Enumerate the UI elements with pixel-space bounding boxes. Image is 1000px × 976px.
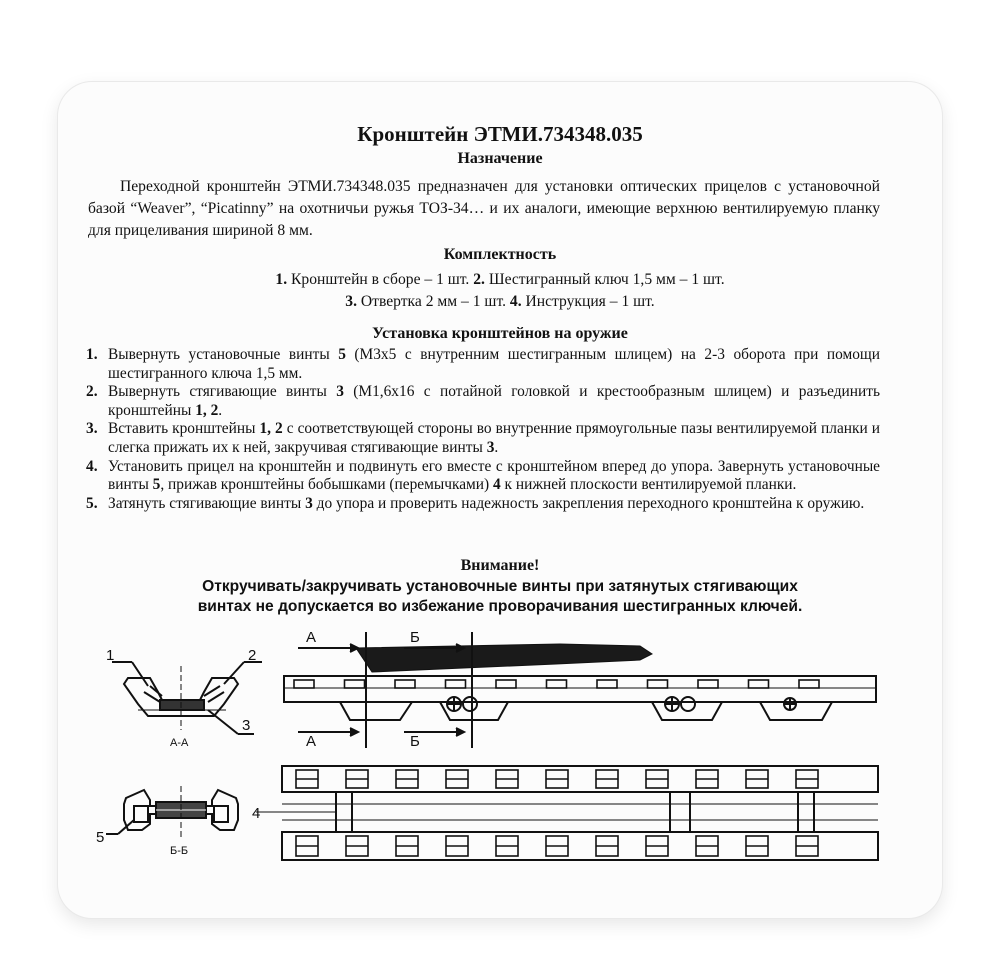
warning-line-2: винтах не допускается во избежание проворачивания шестигранных ключей. [197, 598, 803, 615]
section-aa-drawing [112, 662, 262, 734]
step-number: 3. [86, 420, 98, 438]
kit-item-4-text: Инструкция – 1 шт. [521, 293, 655, 310]
rail-slot-cell [294, 680, 314, 688]
rail-slot-cell [547, 680, 567, 688]
kit-item-1-num: 1. [275, 271, 288, 288]
bracket-side-shapes [340, 702, 832, 720]
callout-1: 1 [106, 647, 115, 664]
step-number: 2. [86, 383, 98, 401]
rail-slot-cell [799, 680, 819, 688]
step-number: 5. [86, 494, 98, 512]
screw-shapes [447, 697, 796, 711]
rail-slot-cell [496, 680, 516, 688]
callout-4: 4 [252, 805, 261, 822]
callout-3: 3 [242, 717, 251, 734]
section-bb-drawing [106, 786, 238, 838]
callout-5: 5 [96, 829, 105, 846]
step-text: Установить прицел на кронштейн и подвинуть его вместе с кронштейном вперед до упора. Завернуть установочные винты 5, прижав кронштейны бобышками (перемычками) 4 к нижней плоскости вентилируемой планки. [108, 457, 880, 494]
step-text: Затянуть стягивающие винты 3 до упора и проверить надежность закрепления переходного кронштейна к оружию. [108, 494, 865, 512]
install-step [86, 458, 880, 495]
marker-a-bottom: А [306, 733, 317, 750]
rail-slot-cell [345, 680, 365, 688]
kit-line-2 [0, 291, 1000, 313]
section-aa-label: А-А [170, 737, 189, 749]
rail-slot-cell [648, 680, 668, 688]
install-step [86, 495, 880, 514]
purpose-text: Переходной кронштейн ЭТМИ.734348.035 предназначен для установки оптических прицелов с установочной базой “Weaver”, “Picatinny” на охотничьи ружья ТОЗ-34… и их аналоги, имеющие верхнюю вентилируемую планку для прицеливания шириной 8 мм. [88, 178, 880, 239]
marker-a-top: А [306, 629, 317, 646]
warning-line-1: Откручивать/закручивать установочные винты при затянутых стягивающих [202, 578, 798, 595]
marker-b-top: Б [410, 629, 420, 646]
rail-slot-cell [698, 680, 718, 688]
kit-item-3-num: 3. [345, 293, 357, 310]
install-step [86, 420, 880, 457]
kit-heading: Комплектность [443, 246, 557, 263]
step-text: Вывернуть установочные винты 5 (М3х5 с внутренним шестигранным шлицем) на 2-3 оборота при помощи шестигранного ключа 1,5 мм. [108, 346, 880, 382]
install-step [86, 383, 880, 420]
kit-line-1 [0, 269, 1000, 291]
rail-slot-cell [395, 680, 415, 688]
step-number: 4. [86, 457, 98, 475]
rail-slot-cells [294, 680, 819, 856]
rail-slot-cell [749, 680, 769, 688]
rail-slot-cell [446, 680, 466, 688]
step-text: Вставить кронштейны 1, 2 с соответствующей стороны во внутренние прямоугольные пазы вентилируемой планки и слегка прижать их к ней, закручивая стягивающие винты 3. [108, 420, 880, 456]
step-number: 1. [86, 346, 98, 363]
kit-item-1-text: Кронштейн в сборе – 1 шт. [287, 271, 474, 288]
technical-drawing [0, 620, 1000, 880]
key-tool-shape [356, 644, 652, 672]
kit-item-3-text: Отвертка 2 мм – 1 шт. [356, 293, 510, 310]
callout-2: 2 [248, 647, 257, 664]
document-title: Кронштейн ЭТМИ.734348.035 [357, 122, 643, 146]
section-bb-label: Б-Б [170, 845, 189, 857]
kit-item-4-num: 4. [509, 293, 522, 310]
purpose-heading: Назначение [457, 150, 543, 167]
step-text: Вывернуть стягивающие винты 3 (М1,6х16 с потайной головкой и крестообразным шлицем) и разъединить кронштейны 1, 2. [108, 383, 880, 419]
install-heading: Установка кронштейнов на оружие [372, 325, 628, 342]
rail-slot-cell [597, 680, 617, 688]
install-step [86, 346, 880, 383]
kit-item-2-num: 2. [473, 271, 485, 288]
warning-heading: Внимание! [460, 557, 540, 574]
marker-b-bottom: Б [410, 733, 420, 750]
install-steps [86, 346, 880, 513]
kit-item-2-text: Шестигранный ключ 1,5 мм – 1 шт. [484, 271, 725, 288]
